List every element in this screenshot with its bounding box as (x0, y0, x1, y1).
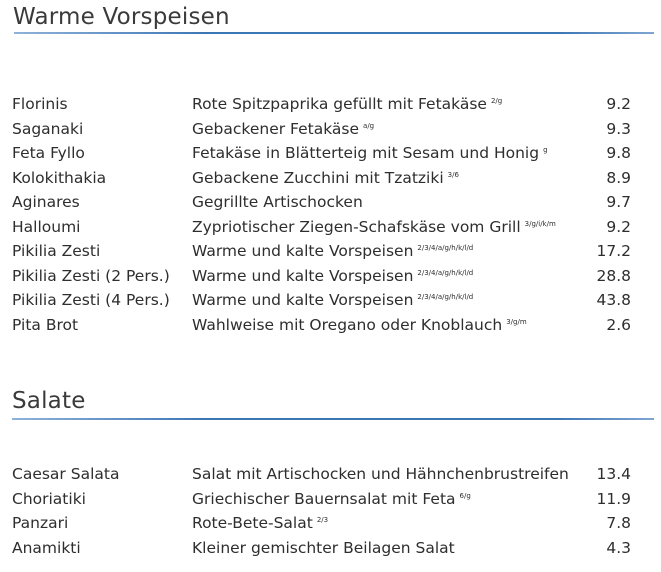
menu-item-row (0, 539, 661, 563)
dish-name: Pita Brot (12, 315, 79, 334)
section-divider (14, 32, 654, 34)
dish-description-text: Griechischer Bauernsalat mit Feta (192, 489, 456, 508)
dish-price: 9.2 (606, 95, 631, 113)
dish-description (192, 144, 548, 162)
dish-description-text: Zypriotischer Ziegen-Schafskäse vom Grill (192, 217, 521, 236)
dish-price: 7.8 (606, 514, 631, 532)
dish-price: 9.2 (606, 217, 631, 236)
allergen-codes: 3/g/m (506, 317, 527, 326)
dish-price: 2.6 (606, 315, 631, 334)
dish-name: Pikilia Zesti (2 Pers.) (12, 266, 170, 285)
dish-description-text: Salat mit Artischocken und Hähnchenbrustreifen (192, 465, 569, 483)
dish-description-text: Gebackene Zucchini mit Tzatziki (192, 168, 444, 187)
allergen-codes: 2/3/4/a/g/h/k/l/d (417, 268, 474, 277)
allergen-codes: 2/3/4/a/g/h/k/l/d (417, 244, 474, 252)
dish-description (192, 193, 363, 211)
menu-item-row (0, 242, 661, 266)
dish-name: Anamikti (12, 538, 81, 557)
menu-item-row (0, 316, 661, 340)
allergen-codes: g (543, 146, 548, 154)
dish-price: 28.8 (596, 266, 631, 285)
menu-item-row (0, 514, 661, 538)
section-title-salate: Salate (12, 388, 86, 414)
allergen-codes: 2/3 (316, 516, 329, 524)
dish-description-text: Warme und kalte Vorspeisen (192, 242, 414, 260)
dish-description-text: Gegrillte Artischocken (192, 193, 363, 211)
dish-price: 13.4 (596, 465, 631, 483)
dish-description (192, 539, 455, 557)
allergen-codes: 3/6 (447, 170, 459, 179)
menu-item-row (0, 490, 661, 514)
dish-name: Caesar Salata (12, 465, 120, 483)
dish-description (192, 120, 374, 138)
allergen-codes: 2/g (490, 97, 503, 105)
dish-description (192, 490, 471, 508)
dish-description (192, 465, 569, 483)
dish-description-text: Warme und kalte Vorspeisen (192, 266, 414, 285)
dish-name: Choriatiki (12, 489, 86, 508)
dish-description-text: Rote-Bete-Salat (192, 514, 313, 532)
dish-price: 9.7 (606, 193, 631, 211)
dish-name: Pikilia Zesti (12, 242, 101, 260)
allergen-codes: 3/g/i/k/m (524, 219, 556, 228)
section-title-warme-vorspeisen: Warme Vorspeisen (13, 4, 230, 30)
dish-description-text: Gebackener Fetakäse (192, 119, 360, 138)
allergen-codes: a/g (363, 121, 375, 130)
dish-description (192, 514, 328, 532)
menu-item-row (0, 169, 661, 193)
menu-item-row (0, 291, 661, 315)
dish-name: Pikilia Zesti (4 Pers.) (12, 291, 170, 309)
dish-description-text: Warme und kalte Vorspeisen (192, 291, 414, 309)
dish-name: Saganaki (12, 119, 84, 138)
menu-item-row (0, 267, 661, 291)
dish-name: Aginares (12, 193, 80, 211)
dish-name: Halloumi (12, 217, 81, 236)
dish-description (192, 267, 473, 285)
dish-price: 11.9 (596, 489, 631, 508)
dish-description-text: Wahlweise mit Oregano oder Knoblauch (192, 315, 503, 334)
dish-description (192, 95, 502, 113)
dish-price: 4.3 (606, 538, 631, 557)
dish-price: 17.2 (596, 242, 631, 260)
dish-price: 9.8 (606, 144, 631, 162)
menu-item-row (0, 144, 661, 168)
dish-price: 9.3 (606, 119, 631, 138)
menu-item-row (0, 465, 661, 489)
dish-price: 8.9 (606, 168, 631, 187)
dish-name: Florinis (12, 95, 68, 113)
menu-item-row (0, 95, 661, 119)
dish-description (192, 316, 527, 334)
dish-name: Feta Fyllo (12, 144, 85, 162)
menu-item-row (0, 120, 661, 144)
dish-price: 43.8 (596, 291, 631, 309)
allergen-codes: 2/3/4/a/g/h/k/l/d (417, 293, 474, 301)
dish-description (192, 291, 473, 309)
dish-description-text: Fetakäse in Blätterteig mit Sesam und Honig (192, 144, 540, 162)
dish-description (192, 242, 473, 260)
allergen-codes: 6/g (459, 491, 471, 500)
menu-item-row (0, 193, 661, 217)
dish-name: Kolokithakia (12, 168, 107, 187)
dish-description (192, 169, 459, 187)
menu-item-row (0, 218, 661, 242)
dish-description (192, 218, 556, 236)
dish-name: Panzari (12, 514, 69, 532)
section-divider (12, 418, 654, 420)
dish-description-text: Kleiner gemischter Beilagen Salat (192, 538, 455, 557)
dish-description-text: Rote Spitzpaprika gefüllt mit Fetakäse (192, 95, 487, 113)
